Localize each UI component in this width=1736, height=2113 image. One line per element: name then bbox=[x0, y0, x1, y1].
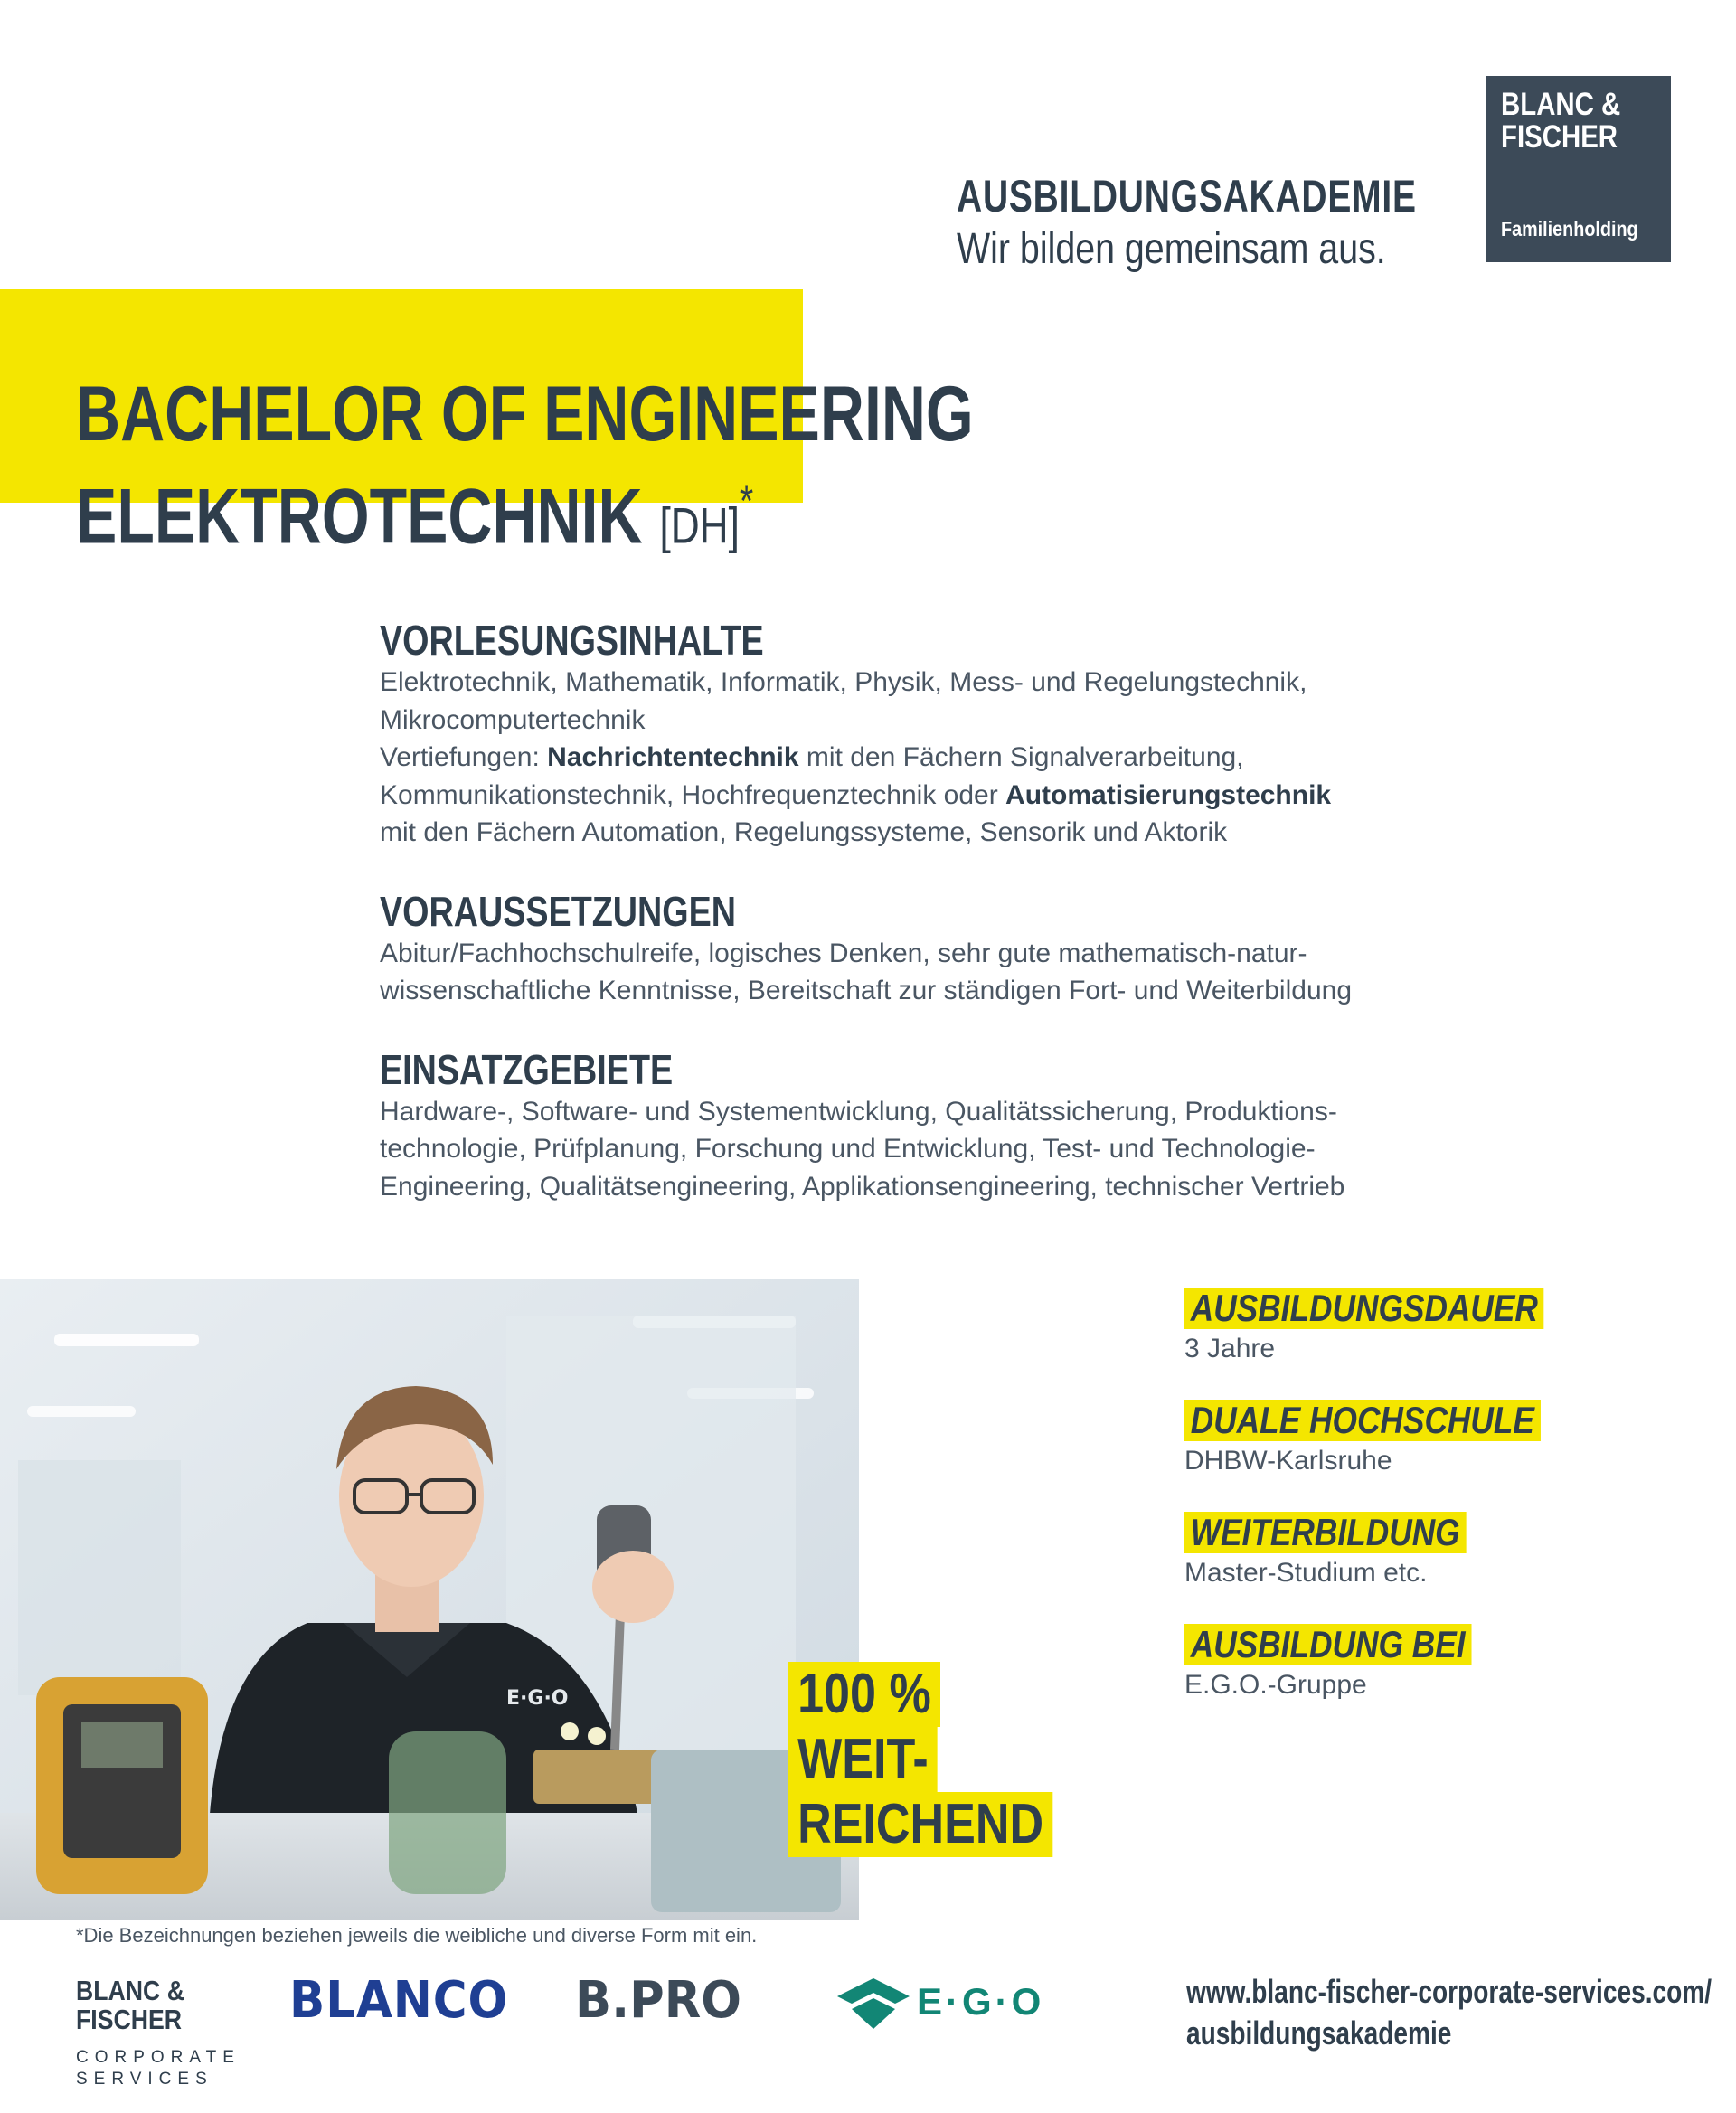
fact-heading: AUSBILDUNG BEI bbox=[1184, 1624, 1471, 1665]
section-text bbox=[380, 664, 1465, 852]
fact-item bbox=[1184, 1512, 1691, 1591]
title-footnote-star: * bbox=[739, 476, 754, 526]
text-line: Hardware-, Software- und Systementwicklung, Qualitätssicherung, Produktions- bbox=[380, 1096, 1337, 1127]
page-title bbox=[76, 371, 1212, 570]
section-text bbox=[380, 1093, 1465, 1206]
academy-title: AUSBILDUNGSAKADEMIE bbox=[957, 171, 1417, 222]
logo-wordmark bbox=[1501, 89, 1620, 154]
website-line2[interactable]: ausbildungsakademie bbox=[1186, 2014, 1452, 2052]
logo-line2: FISCHER bbox=[1501, 119, 1618, 155]
section-heading: VORAUSSETZUNGEN bbox=[380, 887, 736, 935]
text-line: mit den Fächern Signalverarbeitung, bbox=[798, 742, 1244, 772]
text-line: Elektrotechnik, Mathematik, Informatik, Physik, Mess- und Regelungstechnik, bbox=[380, 667, 1307, 697]
section-heading: EINSATZGEBIETE bbox=[380, 1045, 674, 1093]
fact-value: E.G.O.-Gruppe bbox=[1184, 1670, 1367, 1700]
badge-line2: WEIT- bbox=[788, 1727, 938, 1792]
key-facts bbox=[1184, 1288, 1691, 1736]
blanco-logo: BLANCO bbox=[289, 1971, 509, 2030]
text-line: technologie, Prüfplanung, Forschung und Entwicklung, Test- und Technologie- bbox=[380, 1134, 1316, 1164]
section-heading: VORLESUNGSINHALTE bbox=[380, 617, 764, 664]
text-line: Abitur/Fachhochschulreife, logisches Denken, sehr gute mathematisch-natur- bbox=[380, 938, 1307, 968]
academy-subtitle: Wir bilden gemeinsam aus. bbox=[957, 225, 1386, 273]
ego-logo-icon bbox=[837, 1978, 910, 2033]
blanc-fischer-corporate-services-logo bbox=[76, 1976, 241, 2090]
title-suffix: [DH] bbox=[659, 496, 740, 554]
logo-subtitle: Familienholding bbox=[1501, 217, 1638, 241]
bpro-logo: B.PRO bbox=[575, 1971, 741, 2030]
highlight-badge bbox=[788, 1662, 1103, 1857]
academy-header bbox=[957, 170, 1445, 274]
emphasis-text: Nachrichtentechnik bbox=[547, 742, 799, 772]
section-fields bbox=[380, 1046, 1465, 1206]
logo-sub2: SERVICES bbox=[76, 2070, 213, 2089]
lab-scene-illustration bbox=[0, 1279, 859, 1920]
fact-value: 3 Jahre bbox=[1184, 1334, 1276, 1363]
content-sections bbox=[380, 617, 1465, 1241]
logo-sub1: CORPORATE bbox=[76, 2048, 241, 2067]
badge-line1: 100 % bbox=[788, 1662, 940, 1727]
fact-heading: DUALE HOCHSCHULE bbox=[1184, 1400, 1541, 1441]
shirt-logo-text: E·G·O bbox=[506, 1687, 569, 1710]
emphasis-text: Automatisierungstechnik bbox=[1005, 779, 1332, 810]
logo-line1: BLANC & bbox=[1501, 87, 1621, 122]
logo-line2: FISCHER bbox=[76, 2004, 183, 2035]
section-lectures bbox=[380, 617, 1465, 852]
ego-logo: E·G·O bbox=[917, 1980, 1045, 2023]
text-line: wissenschaftliche Kenntnisse, Bereitschaft zur ständigen Fort- und Weiterbildung bbox=[380, 976, 1353, 1005]
fact-heading: AUSBILDUNGSDAUER bbox=[1184, 1288, 1544, 1329]
section-text bbox=[380, 935, 1465, 1010]
title-line2 bbox=[76, 458, 974, 570]
section-requirements bbox=[380, 888, 1465, 1010]
title-line1: BACHELOR OF ENGINEERING bbox=[76, 371, 974, 458]
footnote: *Die Bezeichnungen beziehen jeweils die weibliche und diverse Form mit ein. bbox=[76, 1924, 758, 1947]
text-line: Kommunikationstechnik, Hochfrequenztechnik oder bbox=[380, 779, 1006, 810]
fact-item bbox=[1184, 1624, 1691, 1703]
student-photo bbox=[0, 1279, 859, 1920]
website-line1[interactable]: www.blanc-fischer-corporate-services.com/ bbox=[1186, 1973, 1712, 2010]
fact-item bbox=[1184, 1400, 1691, 1479]
logo-line1: BLANC & bbox=[76, 1975, 184, 2006]
fact-value: Master-Studium etc. bbox=[1184, 1558, 1428, 1588]
fact-value: DHBW-Karlsruhe bbox=[1184, 1446, 1392, 1476]
badge-line3: REICHEND bbox=[788, 1792, 1052, 1857]
text-line: Mikrocomputertechnik bbox=[380, 704, 646, 735]
text-line: mit den Fächern Automation, Regelungssysteme, Sensorik und Aktorik bbox=[380, 817, 1228, 847]
text-line: Vertiefungen: bbox=[380, 742, 548, 772]
title-main: ELEKTROTECHNIK bbox=[76, 473, 643, 561]
website-link[interactable] bbox=[1186, 1971, 1736, 2054]
fact-heading: WEITERBILDUNG bbox=[1184, 1512, 1466, 1553]
fact-item bbox=[1184, 1288, 1691, 1367]
text-line: Engineering, Qualitätsengineering, Applikationsengineering, technischer Vertrieb bbox=[380, 1171, 1345, 1202]
multimeter-icon bbox=[36, 1677, 208, 1894]
blanc-fischer-logo bbox=[1486, 76, 1671, 262]
